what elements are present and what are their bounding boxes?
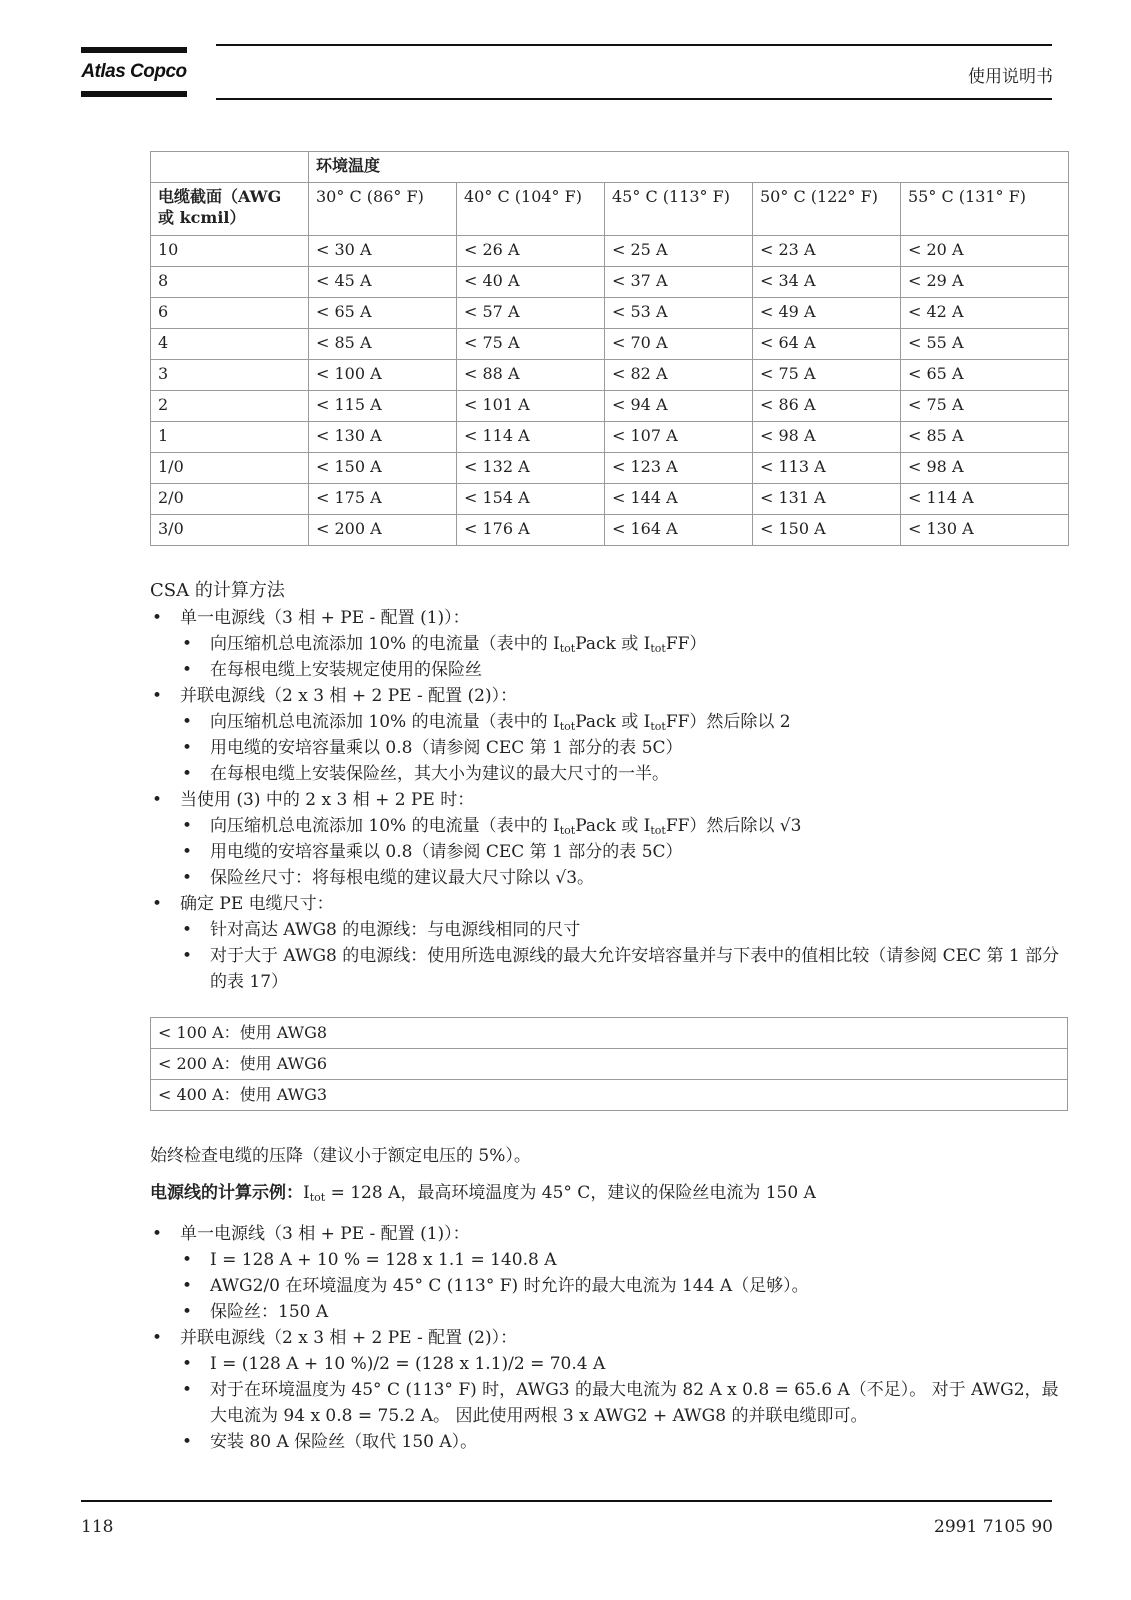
list-item: • 在每根电缆上安装保险丝，其大小为建议的最大尺寸的一半。 xyxy=(180,761,1070,787)
voltage-drop-note: 始终检查电缆的压降（建议小于额定电压的 5%）。 xyxy=(150,1146,531,1166)
header-rule-bottom xyxy=(216,98,1052,100)
ampacity-cell: < 85 A xyxy=(309,329,457,360)
sub-list xyxy=(180,1351,1070,1455)
config3-label: 当使用 (3) 中的 2 x 3 相 + 2 PE 时： xyxy=(180,790,475,810)
ampacity-cell: < 131 A xyxy=(753,484,901,515)
ampacity-cell: < 25 A xyxy=(605,236,753,267)
single-line-label: 单一电源线（3 相 + PE - 配置 (1)）： xyxy=(180,608,470,628)
document-title: 使用说明书 xyxy=(968,67,1053,87)
list-item: • I = 128 A + 10 % = 128 x 1.1 = 140.8 A xyxy=(180,1247,1070,1273)
list-item xyxy=(150,1325,1070,1455)
temp-header: 45° C (113° F) xyxy=(605,183,753,236)
subscript: tot xyxy=(650,824,666,837)
list-item: • 保险丝尺寸：将每根电缆的建议最大尺寸除以 √3。 xyxy=(180,865,1070,891)
cable-size-cell: 6 xyxy=(151,298,309,329)
table-header-row xyxy=(151,183,1069,236)
ampacity-cell: < 150 A xyxy=(753,515,901,546)
list-item: • 安装 80 A 保险丝（取代 150 A）。 xyxy=(180,1429,1070,1455)
text-segment: FF）然后除以 2 xyxy=(665,712,791,732)
ampacity-cell: < 114 A xyxy=(901,484,1069,515)
ampacity-cell: < 85 A xyxy=(901,422,1069,453)
text-segment: = 128 A，最高环境温度为 45° C，建议的保险丝电流为 150 A xyxy=(325,1183,816,1203)
cable-size-cell: 1/0 xyxy=(151,453,309,484)
table-row xyxy=(151,391,1069,422)
table-row xyxy=(151,1049,1068,1080)
table-row xyxy=(151,1080,1068,1111)
list-item: • I = (128 A + 10 %)/2 = (128 x 1.1)/2 = 70.4 A xyxy=(180,1351,1070,1377)
ampacity-cell: < 30 A xyxy=(309,236,457,267)
table-row xyxy=(151,453,1069,484)
page-number: 118 xyxy=(81,1517,114,1537)
table-row xyxy=(151,360,1069,391)
text-segment: 向压缩机总电流添加 10% 的电流量（表中的 I xyxy=(210,712,560,732)
ampacity-cell: < 29 A xyxy=(901,267,1069,298)
sub-list xyxy=(180,631,1070,683)
table-row xyxy=(151,1018,1068,1049)
cable-size-cell: 3/0 xyxy=(151,515,309,546)
ampacity-cell: < 200 A xyxy=(309,515,457,546)
ampacity-cell: < 40 A xyxy=(457,267,605,298)
ampacity-cell: < 37 A xyxy=(605,267,753,298)
ampacity-cell: < 26 A xyxy=(457,236,605,267)
text-segment: Pack 或 I xyxy=(575,816,651,836)
table-row xyxy=(151,515,1069,546)
list-item xyxy=(150,891,1070,995)
ampacity-cell: < 75 A xyxy=(457,329,605,360)
list-item xyxy=(180,709,1070,735)
list-item: • 用电缆的安培容量乘以 0.8（请参阅 CEC 第 1 部分的表 5C） xyxy=(180,735,1070,761)
example-parallel-label: 并联电源线（2 x 3 相 + 2 PE - 配置 (2)）： xyxy=(180,1328,518,1348)
ampacity-cell: < 45 A xyxy=(309,267,457,298)
ampacity-cell: < 130 A xyxy=(309,422,457,453)
ampacity-cell: < 113 A xyxy=(753,453,901,484)
list-item xyxy=(180,813,1070,839)
ampacity-cell: < 101 A xyxy=(457,391,605,422)
example-heading xyxy=(150,1178,816,1203)
list-item: • 在每根电缆上安装规定使用的保险丝 xyxy=(180,657,1070,683)
logo-bar-bottom xyxy=(81,91,187,97)
ampacity-cell: < 94 A xyxy=(605,391,753,422)
cable-size-cell: 2/0 xyxy=(151,484,309,515)
cable-size-cell: 3 xyxy=(151,360,309,391)
list-item: • 用电缆的安培容量乘以 0.8（请参阅 CEC 第 1 部分的表 5C） xyxy=(180,839,1070,865)
list-item xyxy=(180,631,1070,657)
ampacity-cell: < 82 A xyxy=(605,360,753,391)
ampacity-cell: < 98 A xyxy=(901,453,1069,484)
text-segment: 向压缩机总电流添加 10% 的电流量（表中的 I xyxy=(210,634,560,654)
ampacity-cell: < 42 A xyxy=(901,298,1069,329)
table-row xyxy=(151,298,1069,329)
list-item xyxy=(150,1221,1070,1325)
logo-text: Atlas Copco xyxy=(81,61,187,82)
ampacity-cell: < 154 A xyxy=(457,484,605,515)
subscript: tot xyxy=(559,642,576,655)
ampacity-cell: < 23 A xyxy=(753,236,901,267)
ampacity-cell: < 132 A xyxy=(457,453,605,484)
csa-method-list xyxy=(150,605,1070,995)
sub-list xyxy=(180,709,1070,787)
ampacity-cell: < 130 A xyxy=(901,515,1069,546)
ampacity-cell: < 64 A xyxy=(753,329,901,360)
list-item: • 对于大于 AWG8 的电源线：使用所选电源线的最大允许安培容量并与下表中的值相比较（请参阅 CEC 第 1 部分的表 17） xyxy=(180,943,1070,995)
ampacity-cell: < 114 A xyxy=(457,422,605,453)
ampacity-cell: < 75 A xyxy=(753,360,901,391)
header-rule-top xyxy=(216,44,1052,46)
list-item: • 对于在环境温度为 45° C (113° F) 时，AWG3 的最大电流为 82 A x 0.8 = 65.6 A（不足）。 对于 AWG2，最大电流为 94 x 0.8 = 75.2 A。 因此使用两根 3 x AWG2 + AWG8 的并联电缆即可。 xyxy=(180,1377,1070,1429)
text-segment: I xyxy=(303,1183,310,1203)
ampacity-cell: < 75 A xyxy=(901,391,1069,422)
temp-header: 50° C (122° F) xyxy=(753,183,901,236)
text-segment: FF） xyxy=(665,634,707,654)
ampacity-cell: < 176 A xyxy=(457,515,605,546)
csa-heading: CSA 的计算方法 xyxy=(150,580,285,601)
subscript: tot xyxy=(559,824,576,837)
ampacity-cell: < 57 A xyxy=(457,298,605,329)
cable-size-cell: 10 xyxy=(151,236,309,267)
document-number: 2991 7105 90 xyxy=(934,1517,1053,1537)
cable-ampacity-table xyxy=(150,151,1069,546)
table-row xyxy=(151,484,1069,515)
sub-list xyxy=(180,813,1070,891)
ampacity-cell: < 20 A xyxy=(901,236,1069,267)
table-cell: < 100 A：使用 AWG8 xyxy=(151,1018,1068,1049)
cable-size-cell: 2 xyxy=(151,391,309,422)
ampacity-cell: < 65 A xyxy=(309,298,457,329)
table-row xyxy=(151,267,1069,298)
list-item xyxy=(150,683,1070,787)
table-cell: < 200 A：使用 AWG6 xyxy=(151,1049,1068,1080)
cable-size-cell: 1 xyxy=(151,422,309,453)
text-segment: 向压缩机总电流添加 10% 的电流量（表中的 I xyxy=(210,816,560,836)
ampacity-cell: < 86 A xyxy=(753,391,901,422)
ampacity-cell: < 123 A xyxy=(605,453,753,484)
subscript: tot xyxy=(650,642,666,655)
ampacity-cell: < 88 A xyxy=(457,360,605,391)
subscript: tot xyxy=(309,1191,326,1204)
table-row xyxy=(151,236,1069,267)
example-single-label: 单一电源线（3 相 + PE - 配置 (1)）： xyxy=(180,1224,470,1244)
footer-rule xyxy=(81,1500,1052,1502)
table-row xyxy=(151,329,1069,360)
list-item xyxy=(150,787,1070,891)
list-item xyxy=(150,605,1070,683)
table-cell: < 400 A：使用 AWG3 xyxy=(151,1080,1068,1111)
cable-size-cell: 4 xyxy=(151,329,309,360)
ampacity-cell: < 49 A xyxy=(753,298,901,329)
text-segment: FF）然后除以 √3 xyxy=(665,816,802,836)
cable-section-header: 电缆截面（AWG 或 kcmil） xyxy=(151,183,309,236)
atlas-copco-logo xyxy=(81,47,187,99)
list-item: • AWG2/0 在环境温度为 45° C (113° F) 时允许的最大电流为 144 A（足够）。 xyxy=(180,1273,1070,1299)
ampacity-cell: < 65 A xyxy=(901,360,1069,391)
ampacity-cell: < 34 A xyxy=(753,267,901,298)
example-label: 电源线的计算示例： xyxy=(150,1183,303,1203)
pe-cable-table xyxy=(150,1017,1068,1111)
ampacity-cell: < 100 A xyxy=(309,360,457,391)
ampacity-cell: < 115 A xyxy=(309,391,457,422)
ampacity-cell: < 98 A xyxy=(753,422,901,453)
sub-list xyxy=(180,917,1070,995)
parallel-line-label: 并联电源线（2 x 3 相 + 2 PE - 配置 (2)）： xyxy=(180,686,518,706)
ampacity-cell: < 150 A xyxy=(309,453,457,484)
sub-list xyxy=(180,1247,1070,1325)
table-header-row xyxy=(151,152,1069,183)
ampacity-cell: < 70 A xyxy=(605,329,753,360)
cable-size-cell: 8 xyxy=(151,267,309,298)
table-row xyxy=(151,422,1069,453)
ampacity-cell: < 55 A xyxy=(901,329,1069,360)
list-item: • 针对高达 AWG8 的电源线：与电源线相同的尺寸 xyxy=(180,917,1070,943)
temp-header: 30° C (86° F) xyxy=(309,183,457,236)
temp-header: 55° C (131° F) xyxy=(901,183,1069,236)
ampacity-cell: < 53 A xyxy=(605,298,753,329)
table-body xyxy=(151,236,1069,546)
subscript: tot xyxy=(650,720,666,733)
ambient-temperature-header: 环境温度 xyxy=(309,152,1069,183)
text-segment: Pack 或 I xyxy=(575,712,651,732)
example-list xyxy=(150,1221,1070,1455)
temp-header: 40° C (104° F) xyxy=(457,183,605,236)
ampacity-cell: < 175 A xyxy=(309,484,457,515)
ampacity-cell: < 164 A xyxy=(605,515,753,546)
list-item: • 保险丝：150 A xyxy=(180,1299,1070,1325)
table-header-cell xyxy=(151,152,309,183)
text-segment: Pack 或 I xyxy=(575,634,651,654)
subscript: tot xyxy=(559,720,576,733)
ampacity-cell: < 144 A xyxy=(605,484,753,515)
logo-bar-top xyxy=(81,47,187,53)
ampacity-cell: < 107 A xyxy=(605,422,753,453)
pe-size-label: 确定 PE 电缆尺寸： xyxy=(180,894,334,914)
